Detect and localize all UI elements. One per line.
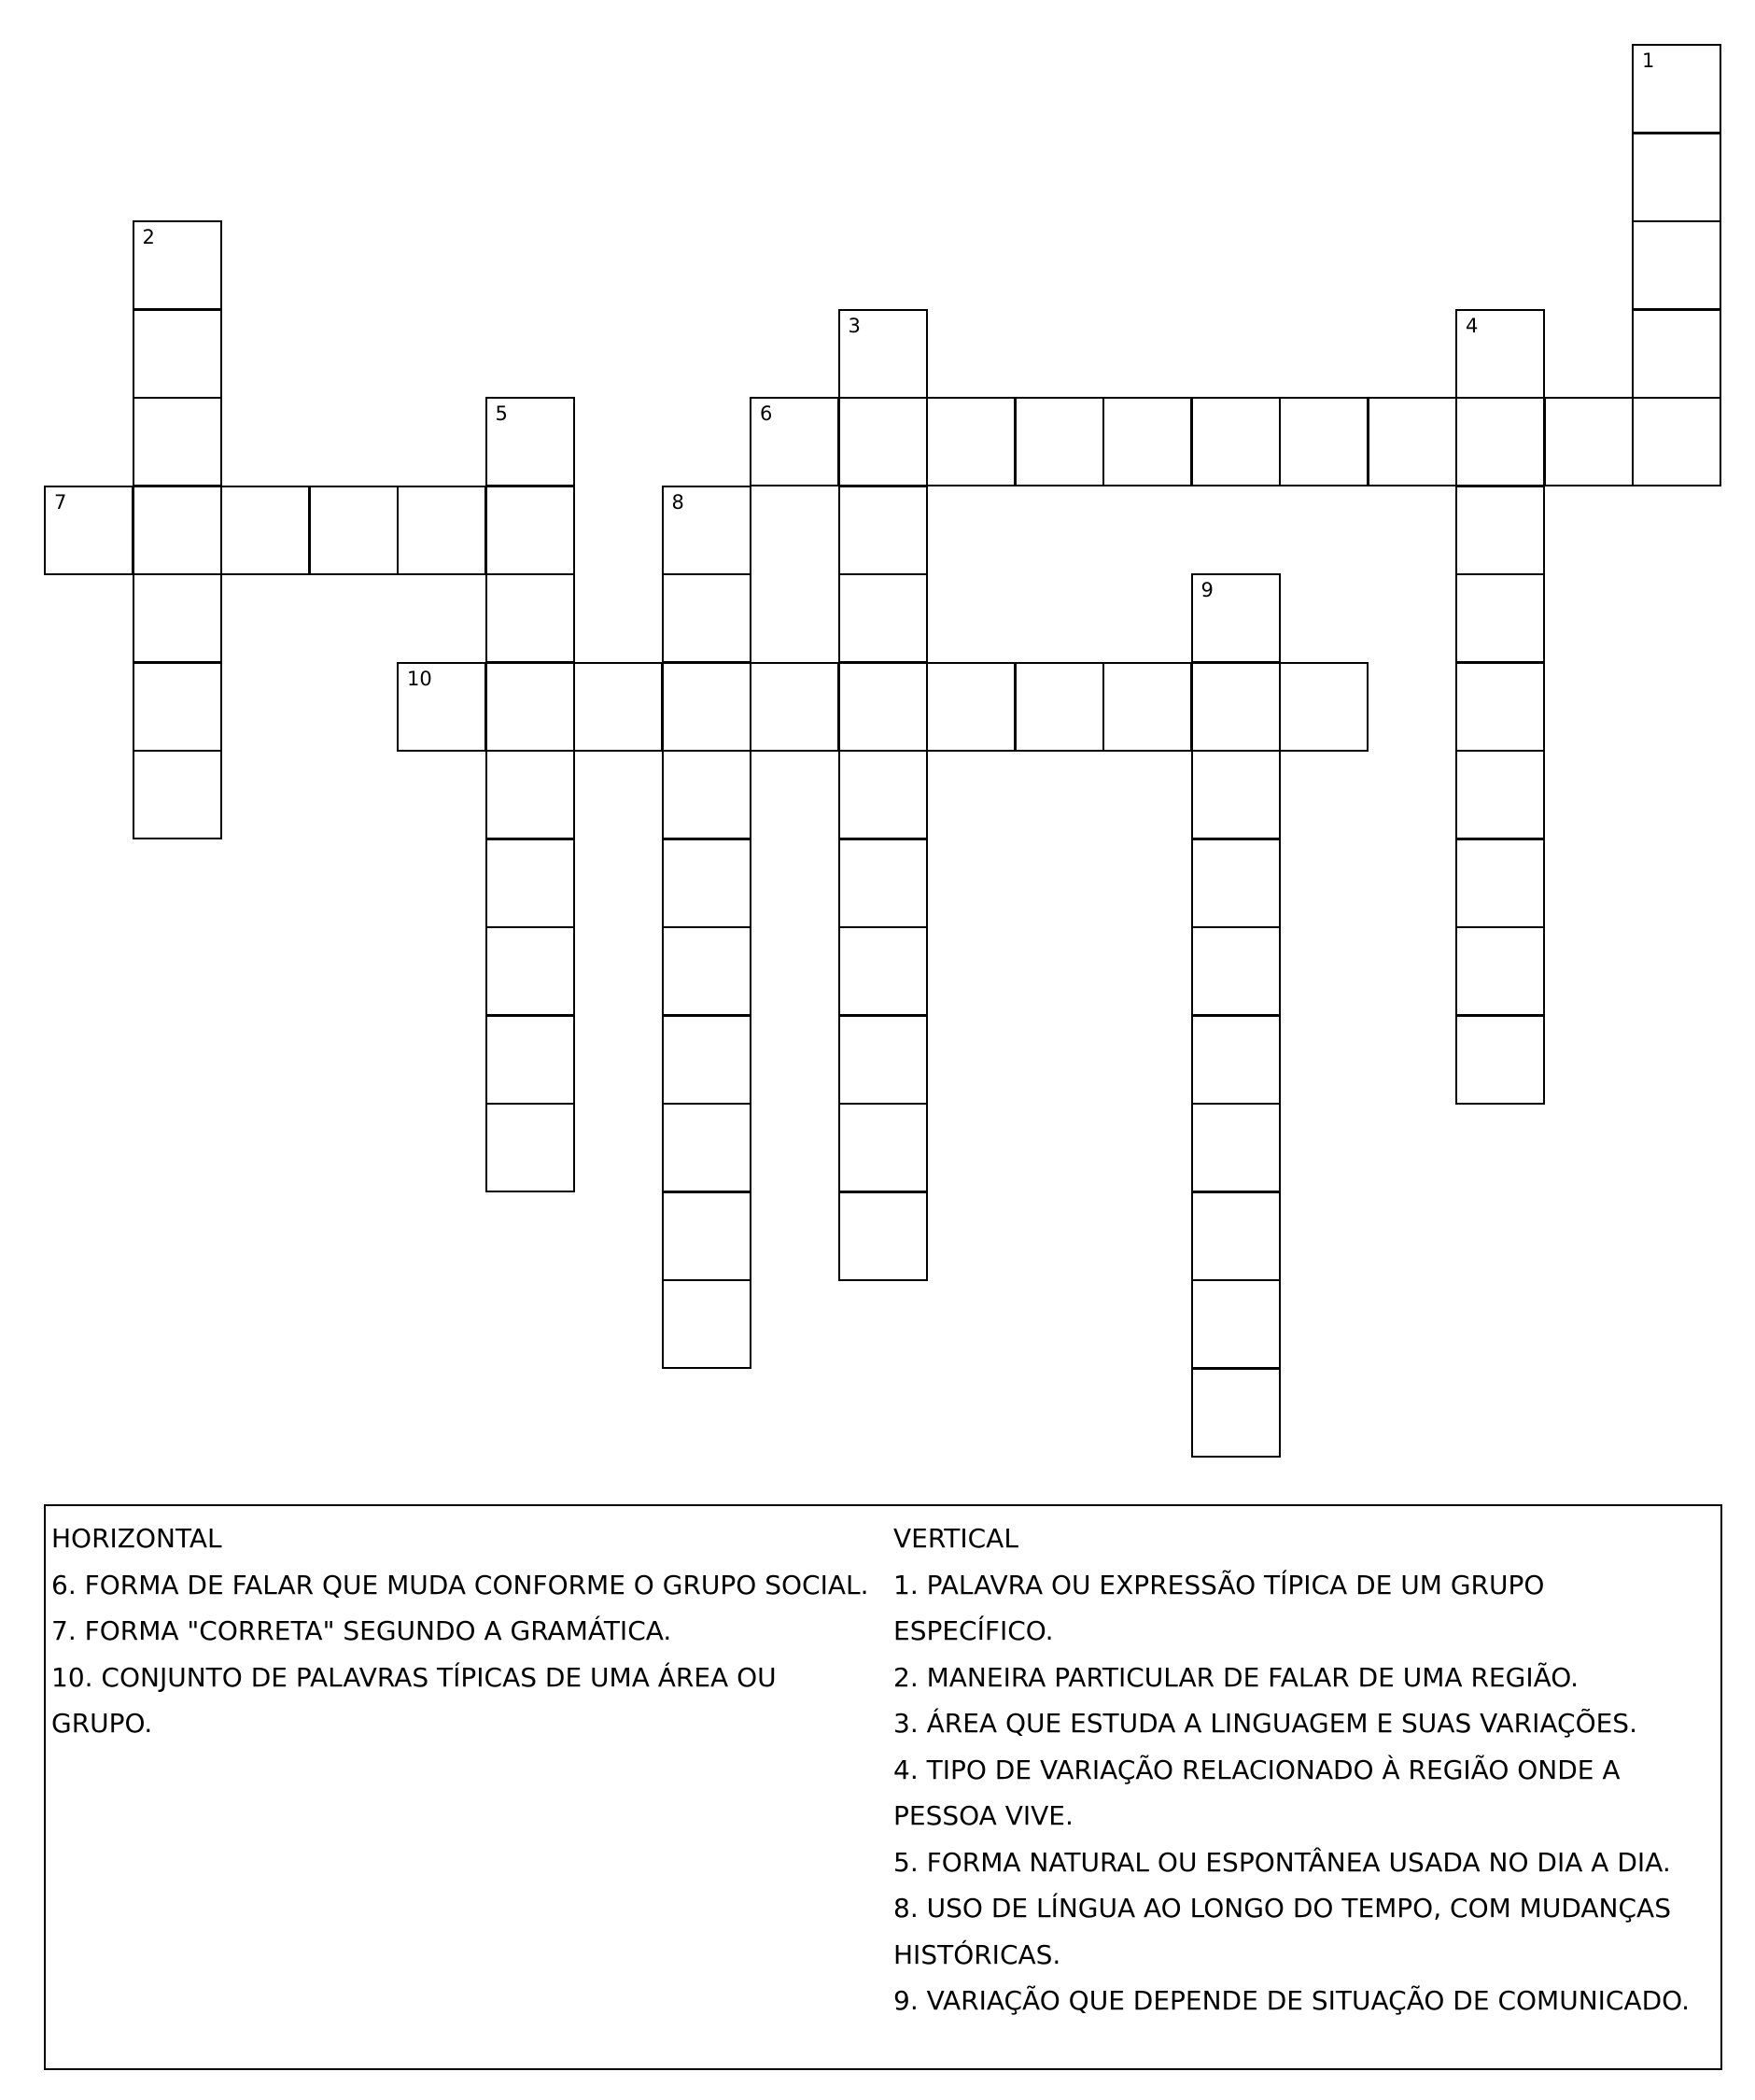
grid-cell[interactable] (485, 839, 575, 928)
grid-cell[interactable] (1455, 750, 1545, 839)
clue-line: 8. USO DE LÍNGUA AO LONGO DO TEMPO, COM MUDANÇAS (893, 1893, 1671, 1924)
grid-cell[interactable] (397, 662, 486, 752)
clue-line: 9. VARIAÇÃO QUE DEPENDE DE SITUAÇÃO DE COMUNICADO. (893, 1985, 1690, 2016)
clue-line: 3. ÁREA QUE ESTUDA A LINGUAGEM E SUAS VARIAÇÕES. (893, 1708, 1637, 1739)
grid-cell[interactable] (1102, 662, 1192, 752)
grid-cell[interactable] (838, 397, 928, 486)
grid-cell[interactable] (838, 1103, 928, 1192)
grid-cell[interactable] (662, 926, 751, 1016)
grid-cell[interactable] (1455, 839, 1545, 928)
grid-cell[interactable] (1015, 662, 1104, 752)
clue-line: HISTÓRICAS. (893, 1938, 1061, 1970)
grid-cell[interactable] (1455, 486, 1545, 575)
grid-cell[interactable] (1279, 397, 1369, 486)
clue-number: 10 (407, 667, 432, 690)
clue-number: 4 (1466, 314, 1479, 337)
clue-line: 2. MANEIRA PARTICULAR DE FALAR DE UMA REGIÃO. (893, 1661, 1580, 1693)
grid-cell[interactable] (1191, 573, 1281, 663)
grid-cell[interactable] (485, 397, 575, 486)
grid-cell[interactable] (838, 309, 928, 399)
grid-cell[interactable] (1015, 397, 1104, 486)
vertical-heading: VERTICAL (893, 1523, 1018, 1554)
grid-cell[interactable] (838, 1191, 928, 1281)
grid-cell[interactable] (1544, 397, 1634, 486)
clue-number: 5 (495, 402, 508, 425)
grid-cell[interactable] (838, 573, 928, 663)
grid-cell[interactable] (1191, 839, 1281, 928)
grid-cell[interactable] (133, 662, 222, 752)
clue-number: 7 (54, 490, 67, 514)
grid-cell[interactable] (133, 750, 222, 839)
grid-cell[interactable] (838, 839, 928, 928)
grid-cell[interactable] (44, 486, 133, 575)
clue-number: 8 (671, 490, 684, 514)
grid-cell[interactable] (1632, 397, 1721, 486)
clue-number: 2 (142, 226, 155, 248)
grid-cell[interactable] (1191, 750, 1281, 839)
grid-cell[interactable] (1632, 133, 1721, 222)
grid-cell[interactable] (1191, 662, 1281, 752)
clue-number: 1 (1642, 49, 1655, 72)
grid-cell[interactable] (838, 926, 928, 1016)
grid-cell[interactable] (1632, 220, 1721, 310)
grid-cell[interactable] (573, 662, 663, 752)
grid-cell[interactable] (926, 397, 1016, 486)
horizontal-heading: HORIZONTAL (51, 1523, 222, 1554)
grid-cell[interactable] (750, 662, 839, 752)
clue-line: GRUPO. (51, 1708, 153, 1739)
grid-cell[interactable] (1102, 397, 1192, 486)
grid-cell[interactable] (220, 486, 310, 575)
horizontal-clues (51, 1515, 873, 1747)
grid-cell[interactable] (133, 573, 222, 663)
grid-cell[interactable] (838, 1015, 928, 1105)
grid-cell[interactable] (485, 750, 575, 839)
clue-line: 6. FORMA DE FALAR QUE MUDA CONFORME O GRUPO SOCIAL. (51, 1569, 869, 1600)
grid-cell[interactable] (838, 662, 928, 752)
grid-cell[interactable] (1191, 397, 1281, 486)
grid-cell[interactable] (750, 397, 839, 486)
grid-cell[interactable] (838, 750, 928, 839)
grid-cell[interactable] (1368, 397, 1457, 486)
grid-cell[interactable] (133, 486, 222, 575)
grid-cell[interactable] (1455, 309, 1545, 399)
grid-cell[interactable] (1632, 309, 1721, 399)
grid-cell[interactable] (662, 573, 751, 663)
clue-line: 5. FORMA NATURAL OU ESPONTÂNEA USADA NO DIA A DIA. (893, 1846, 1671, 1878)
clue-number: 3 (848, 314, 861, 337)
grid-cell[interactable] (1191, 1191, 1281, 1281)
grid-cell[interactable] (485, 486, 575, 575)
clue-line: PESSOA VIVE. (893, 1800, 1074, 1831)
grid-cell[interactable] (1191, 1279, 1281, 1369)
grid-cell[interactable] (1455, 662, 1545, 752)
grid-cell[interactable] (662, 662, 751, 752)
clue-line: 7. FORMA "CORRETA" SEGUNDO A GRAMÁTICA. (51, 1615, 672, 1646)
grid-cell[interactable] (662, 1015, 751, 1105)
grid-cell[interactable] (485, 1103, 575, 1192)
grid-cell[interactable] (397, 486, 486, 575)
grid-cell[interactable] (1191, 926, 1281, 1016)
clue-line: 1. PALAVRA OU EXPRESSÃO TÍPICA DE UM GRUPO (893, 1569, 1545, 1600)
grid-cell[interactable] (485, 1015, 575, 1105)
grid-cell[interactable] (309, 486, 399, 575)
vertical-clues (893, 1515, 1715, 2024)
clue-number: 9 (1200, 579, 1214, 601)
grid-cell[interactable] (926, 662, 1016, 752)
grid-cell[interactable] (133, 220, 222, 310)
grid-cell[interactable] (1455, 397, 1545, 486)
grid-cell[interactable] (1191, 1103, 1281, 1192)
grid-cell[interactable] (662, 1191, 751, 1281)
clues-panel (44, 1504, 1722, 2070)
grid-cell[interactable] (485, 662, 575, 752)
grid-cell[interactable] (662, 1103, 751, 1192)
grid-cell[interactable] (1191, 1015, 1281, 1105)
grid-cell[interactable] (662, 1279, 751, 1369)
grid-cell[interactable] (662, 750, 751, 839)
grid-cell[interactable] (133, 309, 222, 399)
grid-cell[interactable] (1279, 662, 1369, 752)
grid-cell[interactable] (1455, 1015, 1545, 1105)
grid-cell[interactable] (662, 486, 751, 575)
clue-number: 6 (760, 402, 773, 425)
grid-cell[interactable] (838, 486, 928, 575)
grid-cell[interactable] (485, 926, 575, 1016)
grid-cell[interactable] (662, 839, 751, 928)
grid-cell[interactable] (133, 397, 222, 486)
grid-cell[interactable] (1455, 573, 1545, 663)
clue-line: ESPECÍFICO. (893, 1615, 1054, 1646)
grid-cell[interactable] (485, 573, 575, 663)
grid-cell[interactable] (1455, 926, 1545, 1016)
clue-line: 10. CONJUNTO DE PALAVRAS TÍPICAS DE UMA ÁREA OU (51, 1661, 777, 1693)
grid-cell[interactable] (1191, 1368, 1281, 1458)
clue-line: 4. TIPO DE VARIAÇÃO RELACIONADO À REGIÃO ONDE A (893, 1754, 1621, 1785)
grid-cell[interactable] (1632, 44, 1721, 134)
